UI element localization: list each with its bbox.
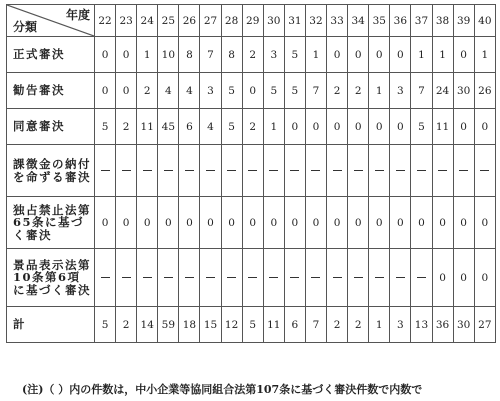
dash-mark (333, 170, 342, 171)
recommendation-decision-cell: 0 (95, 73, 116, 109)
total-cell: 30 (453, 307, 474, 343)
dash-mark (101, 277, 110, 278)
consent-decision-cell: 2 (242, 109, 263, 145)
total-cell: 12 (221, 307, 242, 343)
antimonopoly-art65-decision-cell: 0 (390, 197, 411, 249)
surcharge-decision-cell (284, 145, 305, 197)
total-cell: 1 (369, 307, 390, 343)
recommendation-decision-cell: 24 (432, 73, 453, 109)
surcharge-decision-cell (474, 145, 495, 197)
recommendation-decision-label: 勧告審決 (7, 73, 95, 109)
antimonopoly-art65-decision-cell: 0 (432, 197, 453, 249)
recommendation-decision-cell: 1 (369, 73, 390, 109)
recommendation-decision-cell: 4 (179, 73, 200, 109)
total-row (7, 307, 496, 343)
year-header-36: 36 (390, 5, 411, 37)
dash-mark (396, 277, 405, 278)
formal-decision-cell: 0 (327, 37, 348, 73)
recommendation-decision-row (7, 73, 496, 109)
dash-mark (269, 277, 278, 278)
premiums-act-decision-cell: 0 (453, 249, 474, 307)
formal-decision-cell: 0 (390, 37, 411, 73)
year-header-35: 35 (369, 5, 390, 37)
premiums-act-decision-cell (137, 249, 158, 307)
antimonopoly-art65-decision-cell: 0 (453, 197, 474, 249)
total-cell: 7 (305, 307, 326, 343)
dash-mark (396, 170, 405, 171)
total-cell: 6 (284, 307, 305, 343)
header-row (7, 5, 496, 37)
total-cell: 2 (327, 307, 348, 343)
antimonopoly-art65-decision-cell: 0 (474, 197, 495, 249)
formal-decision-cell: 8 (179, 37, 200, 73)
surcharge-decision-cell (348, 145, 369, 197)
recommendation-decision-cell: 3 (200, 73, 221, 109)
antimonopoly-art65-decision-cell: 0 (348, 197, 369, 249)
formal-decision-row (7, 37, 496, 73)
total-cell: 14 (137, 307, 158, 343)
dash-mark (417, 277, 426, 278)
total-cell: 3 (390, 307, 411, 343)
antimonopoly-art65-decision-cell: 0 (284, 197, 305, 249)
dash-mark (417, 170, 426, 171)
consent-decision-cell: 0 (327, 109, 348, 145)
surcharge-decision-cell (95, 145, 116, 197)
antimonopoly-art65-decision-cell: 0 (263, 197, 284, 249)
year-header-39: 39 (453, 5, 474, 37)
premiums-act-decision-cell (348, 249, 369, 307)
year-header-33: 33 (327, 5, 348, 37)
surcharge-decision-cell (305, 145, 326, 197)
antimonopoly-art65-decision-cell: 0 (305, 197, 326, 249)
dash-mark (227, 170, 236, 171)
dash-mark (206, 170, 215, 171)
consent-decision-label: 同意審決 (7, 109, 95, 145)
premiums-act-decision-cell (200, 249, 221, 307)
antimonopoly-art65-decision-cell: 0 (116, 197, 137, 249)
recommendation-decision-cell: 7 (411, 73, 432, 109)
category-header-label: 分類 (13, 20, 38, 34)
surcharge-decision-cell (179, 145, 200, 197)
antimonopoly-art65-decision-cell: 0 (200, 197, 221, 249)
formal-decision-cell: 7 (200, 37, 221, 73)
premiums-act-decision-cell (411, 249, 432, 307)
dash-mark (269, 170, 278, 171)
premiums-act-decision-cell: 0 (432, 249, 453, 307)
dash-mark (122, 277, 131, 278)
recommendation-decision-cell: 26 (474, 73, 495, 109)
formal-decision-cell: 0 (453, 37, 474, 73)
consent-decision-cell: 0 (453, 109, 474, 145)
total-cell: 27 (474, 307, 495, 343)
formal-decision-cell: 0 (95, 37, 116, 73)
year-header-24: 24 (137, 5, 158, 37)
formal-decision-cell: 5 (284, 37, 305, 73)
dash-mark (185, 277, 194, 278)
dash-mark (333, 277, 342, 278)
surcharge-decision-cell (432, 145, 453, 197)
decision-statistics-table (6, 4, 496, 343)
antimonopoly-art65-decision-cell: 0 (179, 197, 200, 249)
year-header-28: 28 (221, 5, 242, 37)
surcharge-decision-cell (411, 145, 432, 197)
premiums-act-decision-cell (221, 249, 242, 307)
dash-mark (143, 277, 152, 278)
dash-mark (354, 277, 363, 278)
premiums-act-decision-label: 景品表示法第10条第6項に基づく審決 (7, 249, 95, 307)
antimonopoly-art65-decision-cell: 0 (327, 197, 348, 249)
recommendation-decision-cell: 0 (116, 73, 137, 109)
premiums-act-decision-cell (263, 249, 284, 307)
total-label: 計 (7, 307, 95, 343)
consent-decision-cell: 5 (411, 109, 432, 145)
consent-decision-cell: 11 (432, 109, 453, 145)
formal-decision-cell: 2 (242, 37, 263, 73)
consent-decision-cell: 0 (284, 109, 305, 145)
recommendation-decision-cell: 5 (221, 73, 242, 109)
surcharge-decision-cell (327, 145, 348, 197)
recommendation-decision-cell: 30 (453, 73, 474, 109)
antimonopoly-art65-decision-cell: 0 (95, 197, 116, 249)
dash-mark (101, 170, 110, 171)
total-cell: 13 (411, 307, 432, 343)
dash-mark (375, 277, 384, 278)
formal-decision-cell: 3 (263, 37, 284, 73)
premiums-act-decision-cell (158, 249, 179, 307)
premiums-act-decision-cell (95, 249, 116, 307)
dash-mark (248, 170, 257, 171)
dash-mark (480, 170, 489, 171)
surcharge-decision-cell (242, 145, 263, 197)
antimonopoly-art65-decision-row (7, 197, 496, 249)
surcharge-decision-cell (200, 145, 221, 197)
consent-decision-row (7, 109, 496, 145)
total-cell: 5 (242, 307, 263, 343)
year-header-27: 27 (200, 5, 221, 37)
consent-decision-cell: 0 (390, 109, 411, 145)
dash-mark (206, 277, 215, 278)
premiums-act-decision-cell (327, 249, 348, 307)
premiums-act-decision-row (7, 249, 496, 307)
surcharge-decision-cell (390, 145, 411, 197)
surcharge-decision-cell (369, 145, 390, 197)
total-cell: 15 (200, 307, 221, 343)
total-cell: 2 (116, 307, 137, 343)
recommendation-decision-cell: 7 (305, 73, 326, 109)
formal-decision-cell: 0 (348, 37, 369, 73)
year-header-38: 38 (432, 5, 453, 37)
consent-decision-cell: 6 (179, 109, 200, 145)
year-header-22: 22 (95, 5, 116, 37)
premiums-act-decision-cell (179, 249, 200, 307)
formal-decision-cell: 0 (116, 37, 137, 73)
dash-mark (311, 277, 320, 278)
year-header-34: 34 (348, 5, 369, 37)
year-header-30: 30 (263, 5, 284, 37)
surcharge-decision-cell (137, 145, 158, 197)
surcharge-decision-cell (263, 145, 284, 197)
consent-decision-cell: 0 (305, 109, 326, 145)
year-header-31: 31 (284, 5, 305, 37)
recommendation-decision-cell: 2 (137, 73, 158, 109)
premiums-act-decision-cell (284, 249, 305, 307)
surcharge-decision-cell (158, 145, 179, 197)
dash-mark (122, 170, 131, 171)
total-cell: 2 (348, 307, 369, 343)
total-cell: 11 (263, 307, 284, 343)
premiums-act-decision-cell (305, 249, 326, 307)
total-cell: 59 (158, 307, 179, 343)
recommendation-decision-cell: 2 (327, 73, 348, 109)
dash-mark (227, 277, 236, 278)
consent-decision-cell: 0 (474, 109, 495, 145)
dash-mark (354, 170, 363, 171)
premiums-act-decision-cell (116, 249, 137, 307)
formal-decision-cell: 10 (158, 37, 179, 73)
formal-decision-cell: 0 (369, 37, 390, 73)
consent-decision-cell: 2 (116, 109, 137, 145)
formal-decision-cell: 1 (432, 37, 453, 73)
surcharge-decision-cell (453, 145, 474, 197)
antimonopoly-art65-decision-cell: 0 (137, 197, 158, 249)
consent-decision-cell: 1 (263, 109, 284, 145)
year-header-40: 40 (474, 5, 495, 37)
formal-decision-label: 正式審決 (7, 37, 95, 73)
dash-mark (311, 170, 320, 171)
antimonopoly-art65-decision-cell: 0 (221, 197, 242, 249)
year-header-26: 26 (179, 5, 200, 37)
dash-mark (438, 170, 447, 171)
premiums-act-decision-cell: 0 (474, 249, 495, 307)
antimonopoly-art65-decision-cell: 0 (242, 197, 263, 249)
surcharge-decision-cell (116, 145, 137, 197)
premiums-act-decision-cell (242, 249, 263, 307)
dash-mark (375, 170, 384, 171)
formal-decision-cell: 1 (474, 37, 495, 73)
formal-decision-cell: 8 (221, 37, 242, 73)
dash-mark (185, 170, 194, 171)
table-body (7, 37, 496, 343)
dash-mark (290, 277, 299, 278)
surcharge-decision-label: 課徴金の納付を命ずる審決 (7, 145, 95, 197)
dash-mark (164, 277, 173, 278)
consent-decision-cell: 5 (221, 109, 242, 145)
premiums-act-decision-cell (369, 249, 390, 307)
premiums-act-decision-cell (390, 249, 411, 307)
surcharge-decision-cell (221, 145, 242, 197)
formal-decision-cell: 1 (305, 37, 326, 73)
year-header-32: 32 (305, 5, 326, 37)
antimonopoly-art65-decision-label: 独占禁止法第65条に基づく審決 (7, 197, 95, 249)
corner-header-cell (7, 5, 95, 37)
consent-decision-cell: 45 (158, 109, 179, 145)
recommendation-decision-cell: 5 (263, 73, 284, 109)
year-header-29: 29 (242, 5, 263, 37)
consent-decision-cell: 0 (348, 109, 369, 145)
dash-mark (143, 170, 152, 171)
dash-mark (164, 170, 173, 171)
dash-mark (248, 277, 257, 278)
recommendation-decision-cell: 5 (284, 73, 305, 109)
consent-decision-cell: 0 (369, 109, 390, 145)
year-header-23: 23 (116, 5, 137, 37)
dash-mark (290, 170, 299, 171)
footnote: (注)（ ）内の件数は，中小企業等協同組合法第107条に基づく審決件数で内数で (22, 383, 423, 396)
consent-decision-cell: 11 (137, 109, 158, 145)
year-header-25: 25 (158, 5, 179, 37)
total-cell: 18 (179, 307, 200, 343)
antimonopoly-art65-decision-cell: 0 (158, 197, 179, 249)
total-cell: 5 (95, 307, 116, 343)
antimonopoly-art65-decision-cell: 0 (369, 197, 390, 249)
formal-decision-cell: 1 (137, 37, 158, 73)
formal-decision-cell: 1 (411, 37, 432, 73)
year-header-37: 37 (411, 5, 432, 37)
consent-decision-cell: 4 (200, 109, 221, 145)
surcharge-decision-row (7, 145, 496, 197)
dash-mark (459, 170, 468, 171)
recommendation-decision-cell: 3 (390, 73, 411, 109)
recommendation-decision-cell: 0 (242, 73, 263, 109)
year-header-label: 年度 (65, 8, 90, 22)
recommendation-decision-cell: 4 (158, 73, 179, 109)
recommendation-decision-cell: 2 (348, 73, 369, 109)
total-cell: 36 (432, 307, 453, 343)
antimonopoly-art65-decision-cell: 0 (411, 197, 432, 249)
consent-decision-cell: 5 (95, 109, 116, 145)
